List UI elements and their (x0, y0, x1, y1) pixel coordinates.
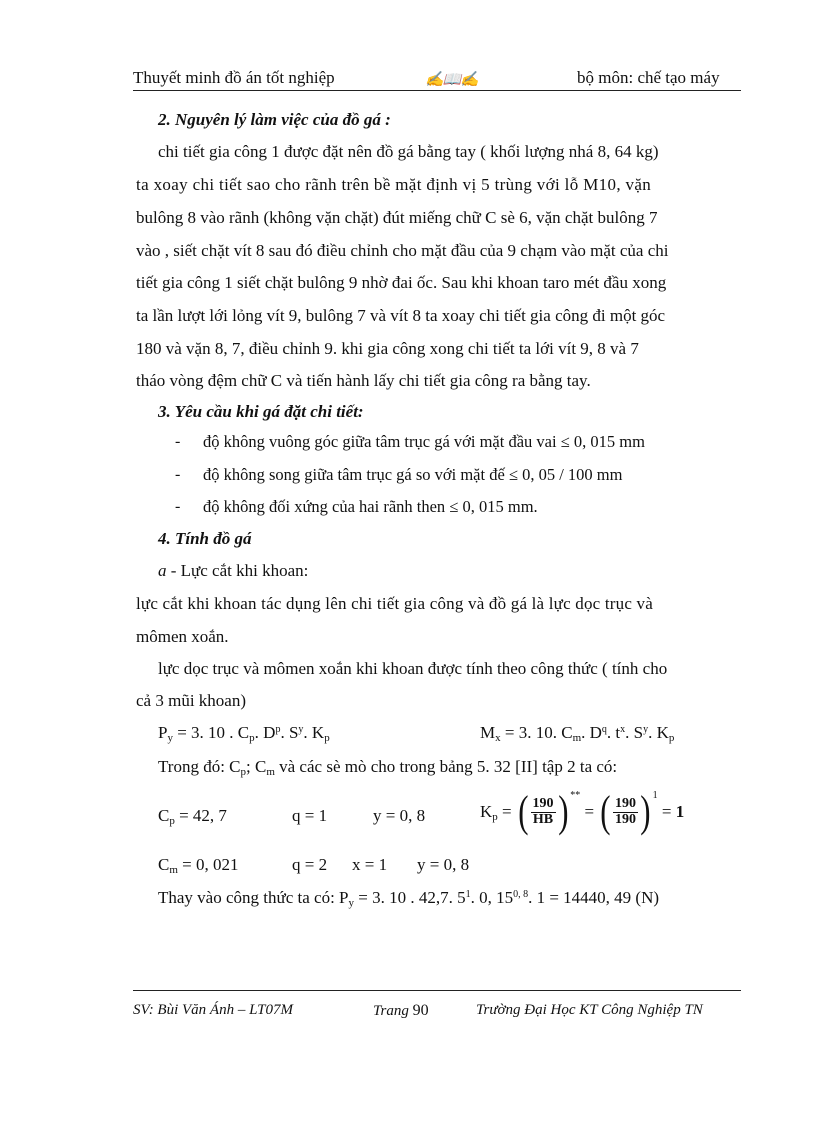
cp-value: $C_p = 42$, 7 (158, 806, 227, 827)
cm-value: $C_m = 0$, 021 (158, 855, 239, 876)
kp-numerator: 190 (614, 795, 636, 811)
section-2-line: vào , siết chặt vít 8 sau đó điều chỉnh cho mặt đầu của 9 chạm vào mặt của chi (136, 241, 669, 260)
paragraph-line: lực dọc trục và mômen xoắn khi khoan được tính theo công thức ( tính cho (158, 659, 668, 678)
bullet-dash: - (175, 498, 181, 515)
footer-school: Trường Đại Học KT Công Nghiệp TN (476, 1002, 703, 1018)
kp-denominator: HB (532, 811, 554, 827)
kp-denominator: 190 (614, 811, 636, 827)
subsection-a-title: - Lực cắt khi khoan: (166, 561, 309, 580)
requirement-item: độ không vuông góc giữa tâm trục gá với mặt đầu vai ≤ 0, 015 mm (203, 432, 645, 451)
requirement-item: độ không đối xứng của hai rãnh then ≤ 0, 015 mm. (203, 497, 538, 516)
kp-numerator: 190 (532, 795, 554, 811)
footer-page-label: Trang (373, 1003, 409, 1019)
paragraph-line: lực cắt khi khoan tác dụng lên chi tiết gia công và đồ gá là lực dọc trục và (136, 594, 654, 613)
section-2-line: tiết gia công 1 siết chặt bulông 9 nhờ đai ốc. Sau khi khoan taro mét đầu xong (136, 273, 667, 292)
requirement-item: độ không song giữa tâm trục gá so với mặt đế ≤ 0, 05 / 100 mm (203, 465, 623, 484)
substitution-line: Thay vào công thức ta có: $P_y = 3$. 10 . 42,7. $5^1$. 0, 15$^{0, 8}$. 1 = 14440, 49 (N) (158, 888, 660, 909)
section-2-line: ta xoay chi tiết sao cho rãnh trên bề mặt định vị 5 trùng với lỗ M10, vặn (136, 175, 652, 194)
py-formula: $P_y = 3$. 10 . $C_p$. $D^p$. $S^y$. $K_p$ (158, 723, 330, 744)
cm-q-value: q = 2 (292, 855, 328, 874)
paragraph-line: cả 3 mũi khoan) (136, 691, 246, 710)
section-4-heading: 4. Tính đồ gá (158, 529, 252, 548)
cp-y-value: y = 0, 8 (373, 806, 426, 825)
cm-x-value: x = 1 (352, 855, 388, 874)
kp-formula: $K_p$ = ( $\frac{190}{HB}$ ) ** = ( $\frac{190}{190}$ ) $^1$ = 1 (480, 787, 685, 837)
section-2-line: bulông 8 vào rãnh (không vặn chặt) đút miếng chữ C sè 6, vặn chặt bulông 7 (136, 208, 658, 227)
section-2-heading: 2. Nguyên lý làm việc của đồ gá : (158, 110, 391, 129)
cm-y-value: y = 0, 8 (417, 855, 470, 874)
mx-formula: $M_x = 3$. 10. $C_m$. $D^q$. $t^x$. $S^y$. $K_p$ (480, 723, 675, 744)
header-rule (133, 90, 741, 91)
section-2-line: ta lần lượt lới lỏng vít 9, bulông 7 và vít 8 ta xoay chi tiết gia công đi một góc (136, 306, 666, 325)
trong-do-line: Trong đó: $C_p$; $C_m$ và các sè mò cho trong bảng 5. 32 [II] tập 2 ta có: (158, 757, 618, 778)
section-2-line: chi tiết gia công 1 được đặt nên đồ gá bằng tay ( khối lượng nhá 8, 64 kg) (158, 142, 659, 161)
section-2-line: 180 và vặn 8, 7, điều chỉnh 9. khi gia công xong chi tiết ta lới vít 9, 8 và 7 (136, 339, 639, 358)
footer-page (373, 1002, 429, 1020)
kp-result: 1 (675, 802, 685, 822)
book-ornament-icon: ✍📖✍ (425, 72, 479, 88)
footer-page-number: 90 (412, 1002, 429, 1019)
subsection-a (158, 561, 308, 581)
footer-student: SV: Bùi Văn Ánh – LT07M (133, 1002, 293, 1018)
paragraph-line: mômen xoắn. (136, 627, 229, 646)
bullet-dash: - (175, 466, 181, 483)
header-title: Thuyết minh đồ án tốt nghiệp (133, 68, 335, 87)
bullet-dash: - (175, 433, 181, 450)
section-3-heading: 3. Yêu cầu khi gá đặt chi tiết: (158, 402, 364, 421)
cp-q-value: q = 1 (292, 806, 328, 825)
footer-rule (133, 990, 741, 991)
header-department: bộ môn: chế tạo máy (577, 68, 720, 87)
section-2-line: tháo vòng đệm chữ C và tiến hành lấy chi tiết gia công ra bằng tay. (136, 371, 591, 390)
subsection-a-label: a (158, 561, 167, 580)
